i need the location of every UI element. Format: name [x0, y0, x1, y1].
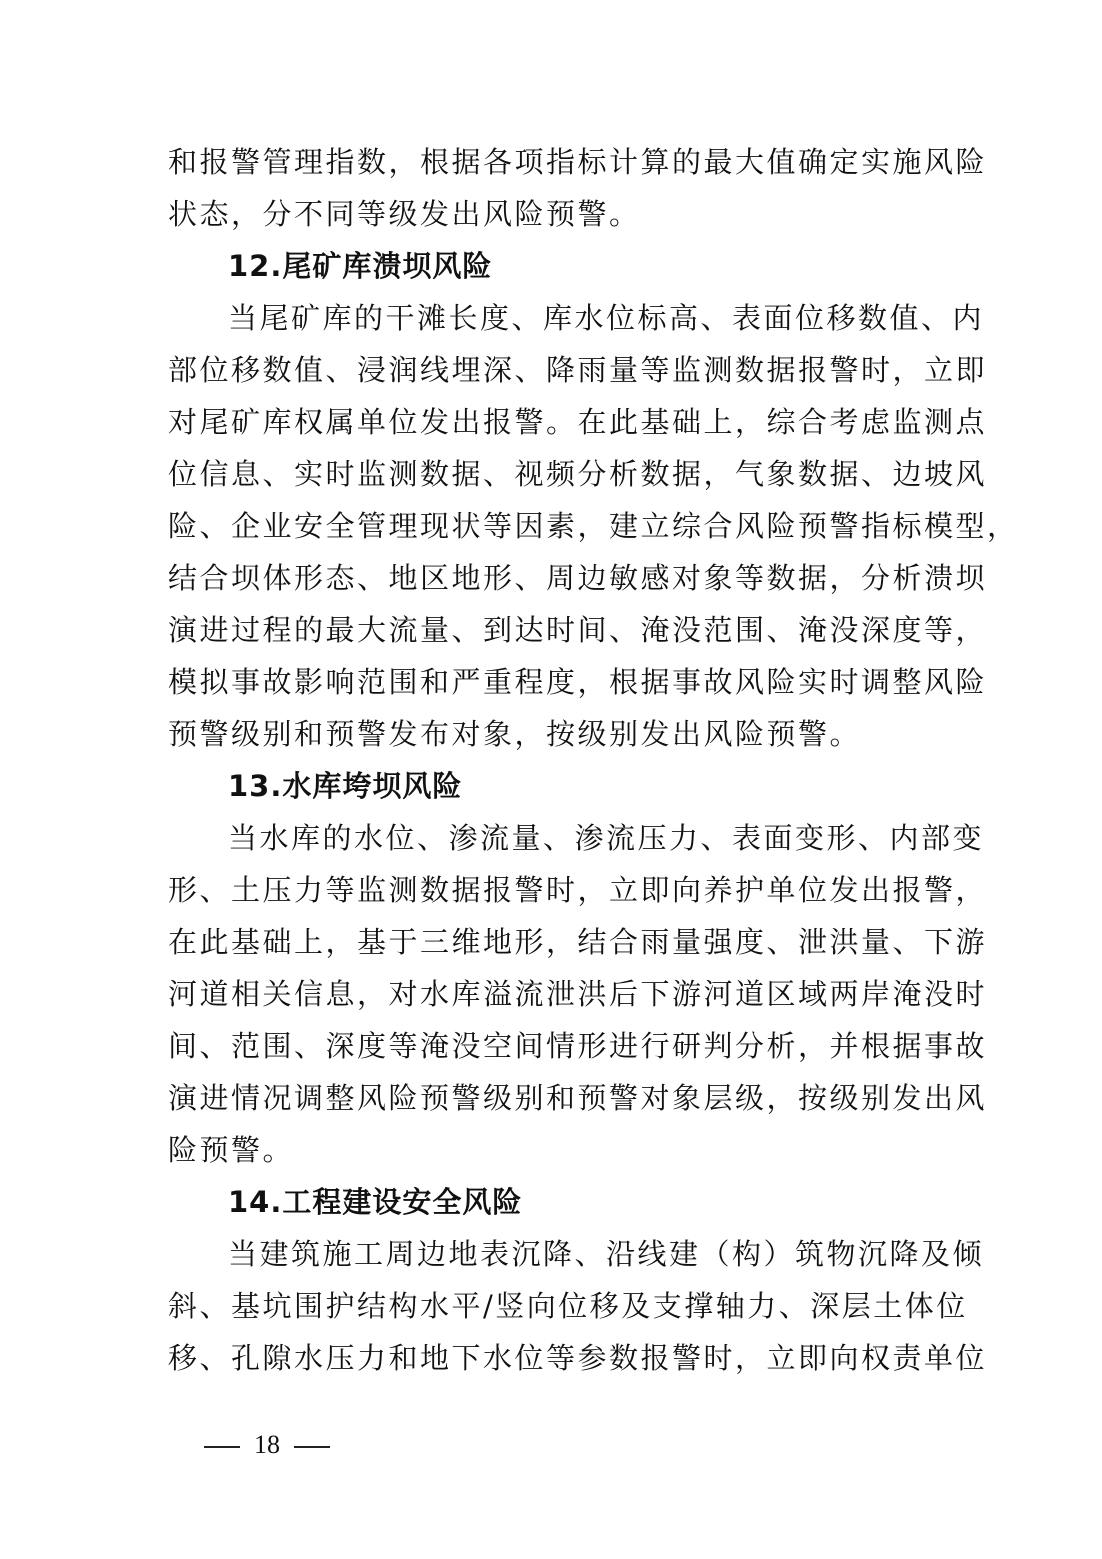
footer-dash-right: [294, 1446, 330, 1448]
text-line: 位信息、实时监测数据、视频分析数据，气象数据、边坡风: [168, 457, 988, 491]
text-line: 当尾矿库的干滩长度、库水位标高、表面位移数值、内: [228, 301, 985, 335]
text-line: 演进过程的最大流量、到达时间、淹没范围、淹没深度等，: [168, 613, 988, 647]
section-12: [168, 240, 1019, 760]
text-line: 对尾矿库权属单位发出报警。在此基础上，综合考虑监测点: [168, 405, 988, 439]
text-line: 移、孔隙水压力和地下水位等参数报警时，立即向权责单位: [168, 1341, 988, 1375]
text-line: 演进情况调整风险预警级别和预警对象层级，按级别发出风: [168, 1081, 988, 1115]
section-heading: 14.工程建设安全风险: [228, 1185, 523, 1219]
text-line: 预警级别和预警发布对象，按级别发出风险预警。: [168, 717, 862, 751]
text-line: 和报警管理指数，根据各项指标计算的最大值确定实施风险: [168, 145, 988, 179]
text-line: 形、土压力等监测数据报警时，立即向养护单位发出报警，: [168, 873, 988, 907]
page-number: 18: [254, 1430, 280, 1459]
text-line: 部位移数值、浸润线埋深、降雨量等监测数据报警时，立即: [168, 353, 988, 387]
text-line: 状态，分不同等级发出风险预警。: [168, 197, 641, 231]
section-13: [168, 760, 988, 1176]
section-14: [168, 1176, 988, 1384]
text-line: 险预警。: [168, 1133, 295, 1167]
text-line: 结合坝体形态、地区地形、周边敏感对象等数据，分析溃坝: [168, 561, 988, 595]
text-line: 当水库的水位、渗流量、渗流压力、表面变形、内部变: [228, 821, 985, 855]
text-line: 河道相关信息，对水库溢流泄洪后下游河道区域两岸淹没时: [168, 977, 988, 1011]
section-heading: 13.水库垮坝风险: [228, 769, 463, 803]
text-line: 险、企业安全管理现状等因素，建立综合风险预警指标模型，: [168, 509, 1019, 543]
text-line: 间、范围、深度等淹没空间情形进行研判分析，并根据事故: [168, 1029, 988, 1063]
footer-dash-left: [204, 1446, 240, 1448]
text-line: 模拟事故影响范围和严重程度，根据事故风险实时调整风险: [168, 665, 988, 699]
text-line: 在此基础上，基于三维地形，结合雨量强度、泄洪量、下游: [168, 925, 988, 959]
text-line: 当建筑施工周边地表沉降、沿线建（构）筑物沉降及倾: [228, 1237, 985, 1271]
section-heading: 12.尾矿库溃坝风险: [228, 249, 493, 283]
intro-paragraph: [168, 136, 988, 240]
text-line: 斜、基坑围护结构水平/竖向位移及支撑轴力、深层土体位: [168, 1289, 968, 1323]
page-footer: [190, 1430, 344, 1460]
